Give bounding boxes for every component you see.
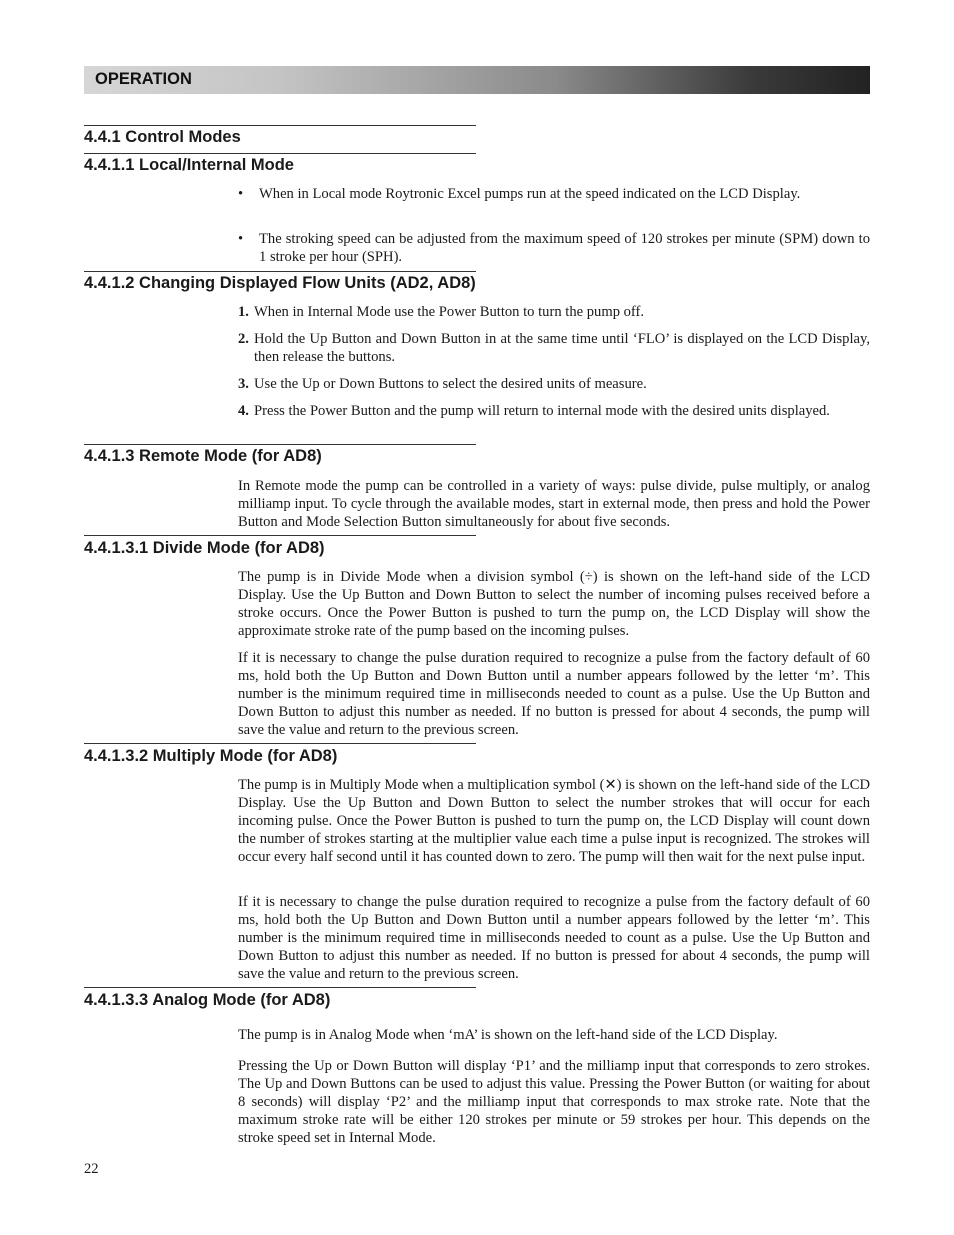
list-item	[238, 402, 870, 420]
list-item	[238, 230, 870, 266]
paragraph: In Remote mode the pump can be controlled in a variety of ways: pulse divide, pulse multiply, or analog milliamp input. To cycle through the available modes, start in external mode, then press and hold the Power Button and Mode Selection Button simultaneously for about five seconds.	[238, 478, 870, 530]
step-number: 3.	[238, 376, 249, 392]
step-text: Press the Power Button and the pump will return to internal mode with the desired units displayed.	[254, 403, 830, 419]
heading-divide-mode: 4.4.1.3.1 Divide Mode (for AD8)	[84, 539, 325, 557]
heading-local-internal-mode: 4.4.1.1 Local/Internal Mode	[84, 156, 294, 174]
heading-remote-mode: 4.4.1.3 Remote Mode (for AD8)	[84, 447, 322, 465]
heading-rule	[84, 271, 476, 272]
bullet-marker: •	[238, 231, 244, 247]
step-text: Hold the Up Button and Down Button in at the same time until ‘FLO’ is displayed on the LCD Display, then release the buttons.	[254, 331, 870, 365]
list-item	[238, 375, 870, 393]
heading-control-modes: 4.4.1 Control Modes	[84, 128, 241, 146]
heading-multiply-mode: 4.4.1.3.2 Multiply Mode (for AD8)	[84, 747, 338, 765]
step-number: 2.	[238, 331, 249, 347]
heading-rule	[84, 125, 476, 126]
paragraph: The pump is in Analog Mode when ‘mA’ is shown on the left-hand side of the LCD Display.	[238, 1027, 778, 1043]
list-item	[238, 185, 870, 203]
paragraph: If it is necessary to change the pulse duration required to recognize a pulse from the factory default of 60 ms, hold both the Up Button and Down Button until a number appears followed by the letter ‘m’. This number is the minimum required time in milliseconds needed to count as a pulse. Use the Up Button and Down Button to adjust this number as needed. If no button is pressed for about 4 seconds, the pump will save the value and return to the previous screen.	[238, 650, 870, 738]
heading-rule	[84, 153, 476, 154]
step-text: Use the Up or Down Buttons to select the desired units of measure.	[254, 376, 647, 392]
paragraph: If it is necessary to change the pulse duration required to recognize a pulse from the factory default of 60 ms, hold both the Up Button and Down Button until a number appears followed by the letter ‘m’. This number is the minimum required time in milliseconds needed to count as a pulse. Use the Up Button and Down Button to adjust this number as needed. If no button is pressed for about 4 seconds, the pump will save the value and return to the previous screen.	[238, 894, 870, 982]
list-item	[238, 330, 870, 366]
list-item	[238, 303, 870, 321]
heading-rule	[84, 987, 476, 988]
step-number: 4.	[238, 403, 249, 419]
section-title: OPERATION	[95, 70, 192, 88]
heading-rule	[84, 535, 476, 536]
bullet-marker: •	[238, 186, 244, 202]
heading-rule	[84, 743, 476, 744]
heading-changing-flow-units: 4.4.1.2 Changing Displayed Flow Units (AD2, AD8)	[84, 274, 476, 292]
step-number: 1.	[238, 304, 249, 320]
heading-analog-mode: 4.4.1.3.3 Analog Mode (for AD8)	[84, 991, 331, 1009]
section-banner	[84, 66, 870, 94]
heading-rule	[84, 444, 476, 445]
list-item-text: When in Local mode Roytronic Excel pumps run at the speed indicated on the LCD Display.	[259, 186, 801, 202]
paragraph: The pump is in Multiply Mode when a multiplication symbol (✕) is shown on the left-hand side of the LCD Display. Use the Up Button and Down Button to select the number strokes that will occur for each incoming pulse. Once the Power Button is pushed to turn the pump on, the LCD Display will count down the number of strokes starting at the multiplier value each time a pulse input is recognized. The strokes will occur every half second until it has counted down to zero. The pump will then wait for the next pulse input.	[238, 777, 870, 865]
list-item-text: The stroking speed can be adjusted from the maximum speed of 120 strokes per minute (SPM) down to 1 stroke per hour (SPH).	[259, 231, 870, 265]
step-text: When in Internal Mode use the Power Button to turn the pump off.	[254, 304, 645, 320]
page-number: 22	[84, 1161, 99, 1177]
paragraph: Pressing the Up or Down Button will display ‘P1’ and the milliamp input that corresponds to zero strokes. The Up and Down Buttons can be used to adjust this value. Pressing the Power Button (or waiting for about 8 seconds) will display ‘P2’ and the milliamp input that corresponds to max stroke rate. Note that the maximum stroke rate will be either 120 strokes per minute or 59 strokes per hour. This depends on the stroke speed set in Internal Mode.	[238, 1058, 870, 1146]
paragraph: The pump is in Divide Mode when a division symbol (÷) is shown on the left-hand side of the LCD Display. Use the Up Button and Down Button to select the number of incoming pulses received before a stroke occurs. Once the Power Button is pushed to turn the pump on, the LCD Display will show the approximate stroke rate of the pump based on the incoming pulses.	[238, 569, 870, 639]
